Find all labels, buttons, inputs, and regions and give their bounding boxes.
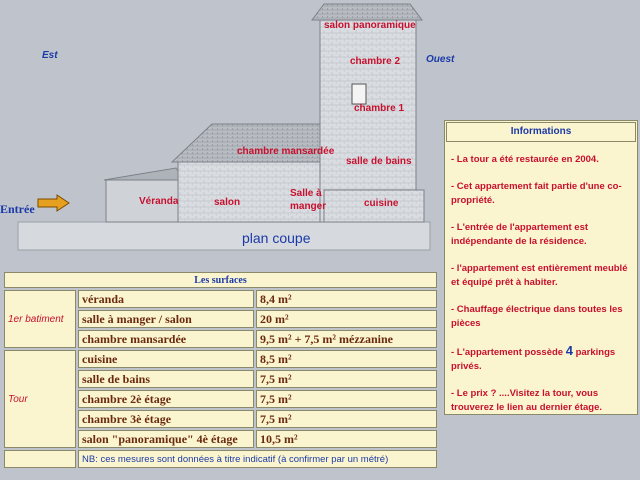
arrow-right-icon[interactable] xyxy=(37,194,71,212)
area-cell: 7,5 m² xyxy=(256,370,437,388)
table-row xyxy=(4,290,437,308)
room-label-salle-de-bains: salle de bains xyxy=(346,156,412,167)
room-cell: salle à manger / salon xyxy=(78,310,254,328)
room-label-chambre-2: chambre 2 xyxy=(350,56,401,67)
area-cell: 20 m² xyxy=(256,310,437,328)
room-cell: salle de bains xyxy=(78,370,254,388)
parking-count: 4 xyxy=(565,343,573,358)
room-cell: chambre mansardée xyxy=(78,330,254,348)
plan-title: plan coupe xyxy=(242,230,311,246)
room-cell: chambre 3è étage xyxy=(78,410,254,428)
room-label-chambre-mansardee: chambre mansardée xyxy=(237,146,335,157)
area-cell: 9,5 m² + 7,5 m² mézzanine xyxy=(256,330,437,348)
info-item: - Chauffage électrique dans toutes les pièces xyxy=(451,304,623,329)
room-label-salon: salon xyxy=(214,197,241,208)
info-panel xyxy=(444,120,638,415)
area-cell: 8,5 m² xyxy=(256,350,437,368)
area-cell: 8,4 m² xyxy=(256,290,437,308)
info-panel-title: Informations xyxy=(446,122,636,142)
room-cell: véranda xyxy=(78,290,254,308)
info-item: - l'appartement est entièrement meublé et équipé prêt à habiter. xyxy=(451,263,628,288)
room-label-salle-a-manger-1: Salle à xyxy=(290,188,322,199)
surfaces-note: NB: ces mesures sont données à titre indicatif (à confirmer par un métré) xyxy=(78,450,437,468)
room-label-veranda: Véranda xyxy=(139,196,179,207)
info-item-parkings: - L'appartement possède 4 parkings privés. xyxy=(451,343,616,372)
room-label-chambre-1: chambre 1 xyxy=(354,103,405,114)
info-item: - Cet appartement fait partie d'une co-propriété. xyxy=(451,181,622,206)
table-row xyxy=(4,350,437,368)
info-item: - L'entrée de l'appartement est indépendante de la résidence. xyxy=(451,222,589,247)
info-item: - Le prix ? ....Visitez la tour, vous trouverez le lien au dernier étage. xyxy=(451,388,602,413)
note-spacer xyxy=(4,450,76,468)
direction-ouest: Ouest xyxy=(426,54,455,65)
info-panel-body xyxy=(445,143,637,415)
info-item: - La tour a été restaurée en 2004. xyxy=(451,154,599,165)
room-label-cuisine: cuisine xyxy=(364,198,399,209)
room-label-salle-a-manger-2: manger xyxy=(290,201,327,212)
room-cell: cuisine xyxy=(78,350,254,368)
room-cell: salon "panoramique" 4è étage xyxy=(78,430,254,448)
area-cell: 7,5 m² xyxy=(256,390,437,408)
direction-est: Est xyxy=(42,50,58,61)
surfaces-title: Les surfaces xyxy=(4,272,437,288)
area-cell: 10,5 m² xyxy=(256,430,437,448)
surfaces-table xyxy=(2,270,439,470)
group-label-tour: Tour xyxy=(4,350,76,448)
building-cross-section xyxy=(0,0,440,260)
room-label-salon-panoramique: salon panoramique xyxy=(324,20,416,31)
entree-label: Entrée xyxy=(0,202,35,216)
group-label-1er-batiment: 1er batiment xyxy=(4,290,76,348)
room-cell: chambre 2è étage xyxy=(78,390,254,408)
area-cell: 7,5 m² xyxy=(256,410,437,428)
